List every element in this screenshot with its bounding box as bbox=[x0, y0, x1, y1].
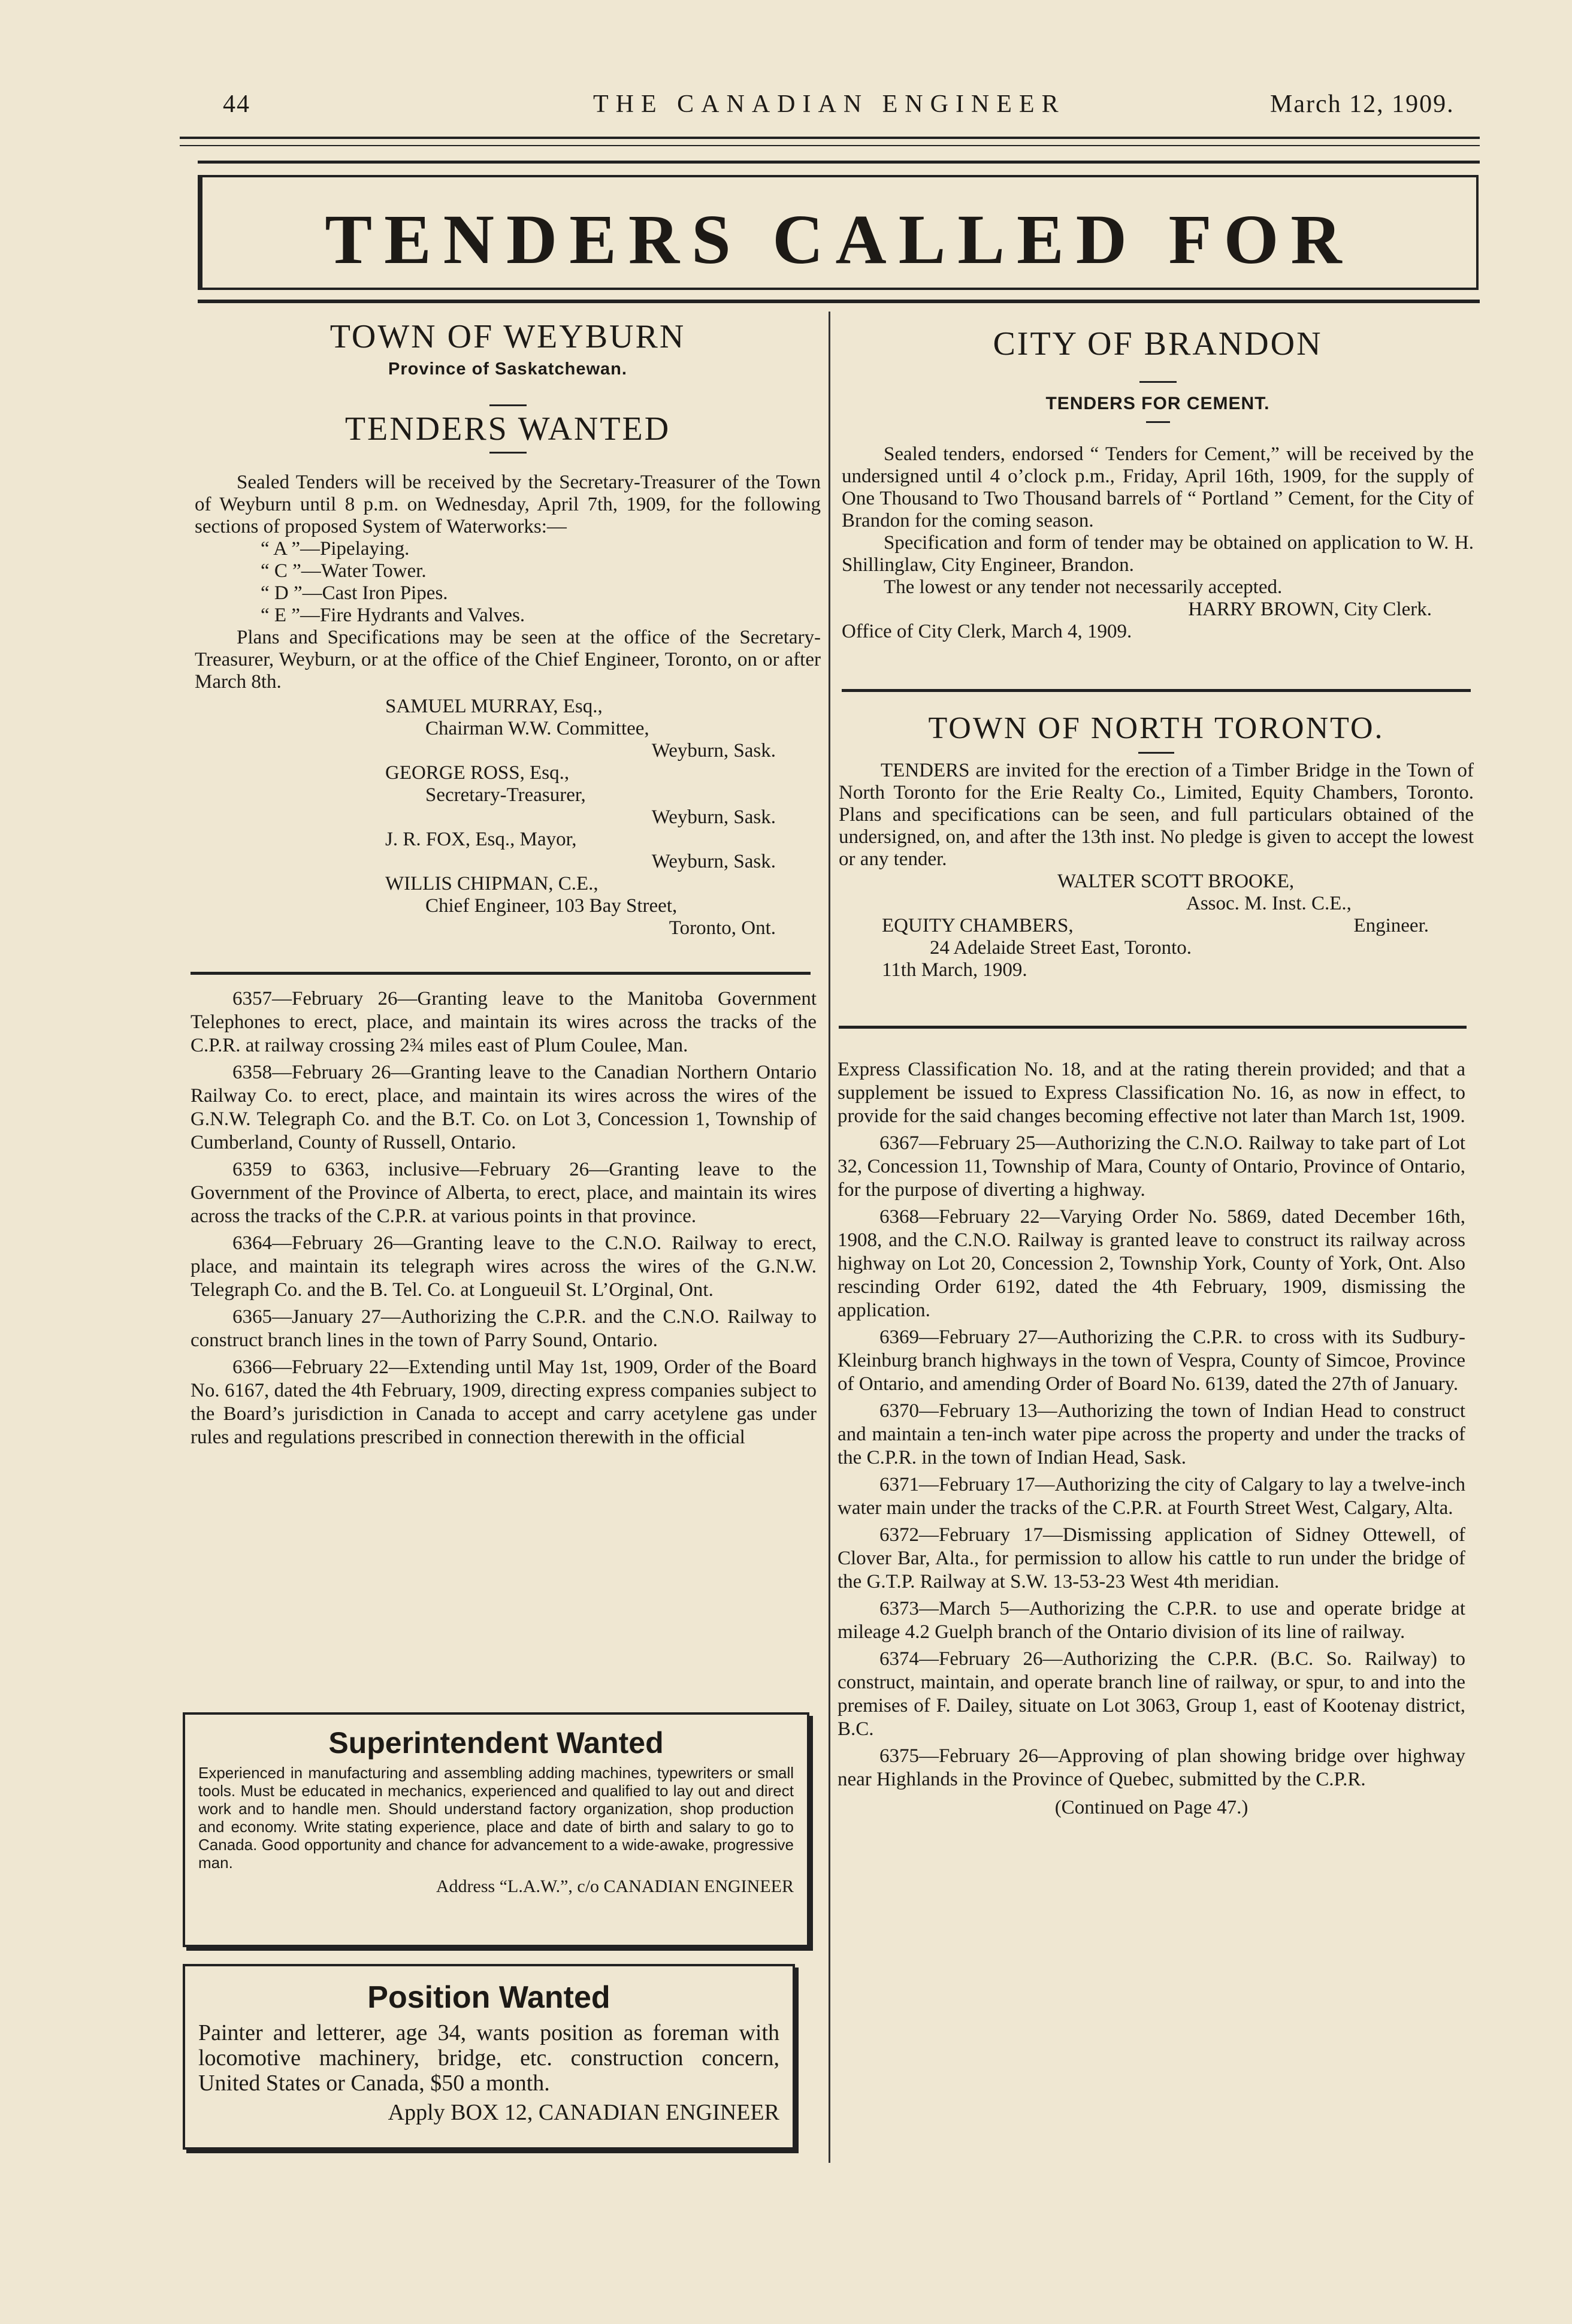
brandon-dash-2 bbox=[1146, 421, 1170, 423]
north-toronto-signer-title: Assoc. M. Inst. C.E., bbox=[1186, 893, 1352, 914]
weyburn-plans: Plans and Specifications may be seen at the office of the Secretary-Treasurer, Weyburn, or at the office of the Chief Engineer, Toronto, on or after March 8th. bbox=[195, 627, 821, 693]
order-6368: 6368—February 22—Varying Order No. 5869, dated December 16th, 1908, and the C.N.O. Railway is granted leave to construct its railway across highway on Lot 20, Concession 2, Township York, County of York, Ont. Also rescinding Order 6192, dated the 4th February, 1909, dismissing the application. bbox=[838, 1206, 1465, 1321]
header-rule-bottom bbox=[180, 145, 1480, 146]
north-toronto-signer: WALTER SCOTT BROOKE, bbox=[1057, 871, 1295, 892]
sig-ross-place: Weyburn, Sask. bbox=[651, 806, 776, 828]
journal-title: THE CANADIAN ENGINEER bbox=[593, 90, 1066, 118]
weyburn-intro: Sealed Tenders will be received by the Secretary-Treasurer of the Town of Weyburn until 8 p.m. on Wednesday, April 7th, 1909, for the following sections of proposed System of Waterworks:— bbox=[195, 472, 821, 537]
north-toronto-title: TOWN OF NORTH TORONTO. bbox=[928, 711, 1384, 745]
issue-date: March 12, 1909. bbox=[1270, 90, 1455, 118]
banner-rule-top bbox=[198, 161, 1480, 164]
orders-right bbox=[838, 1058, 1465, 1820]
weyburn-item-a: “ A ”—Pipelaying. bbox=[261, 538, 410, 560]
column-divider bbox=[829, 312, 830, 2163]
brandon-signer: HARRY BROWN, City Clerk. bbox=[1188, 599, 1432, 620]
brandon-dash bbox=[1139, 381, 1177, 383]
weyburn-notice bbox=[195, 318, 821, 939]
position-ad bbox=[183, 1964, 795, 2150]
sig-murray-name: SAMUEL MURRAY, Esq., bbox=[385, 696, 603, 717]
sig-chipman-name: WILLIS CHIPMAN, C.E., bbox=[385, 873, 598, 894]
sig-ross-name: GEORGE ROSS, Esq., bbox=[385, 762, 570, 784]
north-toronto-notice bbox=[839, 711, 1474, 981]
order-6371: 6371—February 17—Authorizing the city of Calgary to lay a twelve-inch water main under the tracks of the C.P.R. at Fourth Street West, Calgary, Alta. bbox=[838, 1474, 1465, 1519]
weyburn-item-e: “ E ”—Fire Hydrants and Valves. bbox=[261, 605, 525, 626]
position-title: Position Wanted bbox=[367, 1980, 610, 2015]
north-toronto-date: 11th March, 1909. bbox=[882, 959, 1027, 981]
superintendent-body: Experienced in manufacturing and assembling adding machines, typewriters or small tools. Must be educated in mechanics, experienced and qualified to lay out and direct work and to handle men. Should understand factory organization, shop production and economy. Write stating experience, place and date of birth and salary to go to Canada. Good opportunity and chance for advancement to a wide-awake, progressive man. bbox=[198, 1764, 794, 1872]
position-body: Painter and letterer, age 34, wants position as foreman with locomotive machinery, bridge, etc. construction concern, United States or Canada, $50 a month. bbox=[198, 2020, 779, 2096]
north-toronto-address: 24 Adelaide Street East, Toronto. bbox=[930, 937, 1192, 959]
continued-note: (Continued on Page 47.) bbox=[1054, 1797, 1248, 1818]
weyburn-end-rule bbox=[191, 972, 811, 975]
sig-fox-name: J. R. FOX, Esq., Mayor, bbox=[385, 829, 577, 850]
sig-ross-role: Secretary-Treasurer, bbox=[425, 784, 586, 806]
banner-title: TENDERS CALLED FOR bbox=[325, 200, 1354, 279]
superintendent-address: Address “L.A.W.”, c/o CANADIAN ENGINEER bbox=[436, 1876, 794, 1896]
weyburn-dash-2 bbox=[489, 452, 527, 454]
brandon-p3: The lowest or any tender not necessarily accepted. bbox=[884, 576, 1283, 598]
order-6359: 6359 to 6363, inclusive—February 26—Granting leave to the Government of the Province of Alberta, to erect, place, and maintain its wires across the tracks of the C.P.R. at various points in that province. bbox=[191, 1159, 817, 1227]
order-6375: 6375—February 26—Approving of plan showing bridge over highway near Highlands in the Province of Quebec, submitted by the C.P.R. bbox=[838, 1745, 1465, 1790]
position-apply: Apply BOX 12, CANADIAN ENGINEER bbox=[388, 2100, 779, 2125]
superintendent-title: Superintendent Wanted bbox=[328, 1726, 664, 1760]
weyburn-title: TOWN OF WEYBURN bbox=[329, 318, 686, 355]
sig-chipman-place: Toronto, Ont. bbox=[669, 917, 776, 939]
weyburn-province: Province of Saskatchewan. bbox=[388, 359, 627, 379]
page-number: 44 bbox=[223, 90, 250, 118]
north-toronto-dash bbox=[1138, 752, 1174, 754]
brandon-p2: Specification and form of tender may be obtained on application to W. H. Shillinglaw, City Engineer, Brandon. bbox=[842, 532, 1474, 576]
order-6370: 6370—February 13—Authorizing the town of Indian Head to construct and maintain a ten-inch water pipe across the property and under the tracks of the C.P.R. in the town of Indian Head, Sask. bbox=[838, 1400, 1465, 1468]
banner-rule-bottom bbox=[198, 300, 1480, 303]
sig-chipman-role: Chief Engineer, 103 Bay Street, bbox=[425, 895, 678, 917]
weyburn-dash bbox=[489, 404, 527, 406]
north-toronto-body: TENDERS are invited for the erection of a Timber Bridge in the Town of North Toronto for the Erie Realty Co., Limited, Equity Chambers, Toronto. Plans and specifications can be seen, and full particulars obtained of the undersigned, on, and after the 13th inst. No pledge is given to accept the lowest or any tender. bbox=[839, 760, 1474, 870]
sig-murray-place: Weyburn, Sask. bbox=[651, 740, 776, 761]
order-6372: 6372—February 17—Dismissing application of Sidney Ottewell, of Clover Bar, Alta., for permission to allow his cattle to run under the bridge of the G.T.P. Railway at S.W. 13-53-23 West 4th meridian. bbox=[838, 1524, 1465, 1592]
orders-left bbox=[191, 987, 817, 1449]
order-6358: 6358—February 26—Granting leave to the Canadian Northern Ontario Railway Co. to erect, place, and maintain its wires across the wires of the G.N.W. Telegraph Co. and the B.T. Co. on Lot 3, Concession 1, Township of Cumberland, County of Russell, Ontario. bbox=[191, 1062, 817, 1153]
brandon-p1: Sealed tenders, endorsed “ Tenders for Cement,” will be received by the undersigned until 4 o’clock p.m., Friday, April 16th, 1909, for the supply of One Thousand to Two Thousand barrels of “ Portland ” Cement, for the City of Brandon for the coming season. bbox=[842, 443, 1474, 531]
weyburn-item-d: “ D ”—Cast Iron Pipes. bbox=[261, 582, 448, 604]
brandon-title: CITY OF BRANDON bbox=[993, 325, 1323, 362]
weyburn-signatures bbox=[195, 696, 821, 939]
brandon-subtitle: TENDERS FOR CEMENT. bbox=[1045, 394, 1270, 413]
order-6357: 6357—February 26—Granting leave to the Manitoba Government Telephones to erect, place, and maintain its wires across the tracks of the C.P.R. at railway crossing 2¾ miles east of Plum Coulee, Man. bbox=[191, 988, 817, 1056]
sig-murray-role: Chairman W.W. Committee, bbox=[425, 718, 649, 739]
header-rule-top bbox=[180, 137, 1480, 139]
order-6373: 6373—March 5—Authorizing the C.P.R. to use and operate bridge at mileage 4.2 Guelph branch of the Ontario division of its line of railway. bbox=[838, 1598, 1465, 1643]
order-6367: 6367—February 25—Authorizing the C.N.O. Railway to take part of Lot 32, Concession 11, Township of Mara, County of Ontario, Province of Ontario, for the purpose of diverting a highway. bbox=[838, 1132, 1465, 1201]
order-6369: 6369—February 27—Authorizing the C.P.R. to cross with its Sudbury-Kleinburg branch highways in the town of Vespra, County of Simcoe, Province of Ontario, and amending Order of Board No. 6139, dated the 27th of January. bbox=[838, 1326, 1465, 1395]
weyburn-subtitle: TENDERS WANTED bbox=[344, 410, 671, 448]
weyburn-item-c: “ C ”—Water Tower. bbox=[261, 560, 427, 582]
order-6364: 6364—February 26—Granting leave to the C.N.O. Railway to erect, place, and maintain its telegraph wires across the wires of the G.N.W. Telegraph Co. and the B. Tel. Co. at Longueuil St. L’Orginal, Ont. bbox=[191, 1232, 817, 1301]
section-banner bbox=[198, 175, 1479, 290]
north-toronto-end-rule bbox=[839, 1026, 1467, 1029]
superintendent-ad bbox=[183, 1712, 809, 1947]
order-6374: 6374—February 26—Authorizing the C.P.R. (B.C. So. Railway) to construct, maintain, and operate branch line of railway, or spur, to and into the premises of F. Dailey, situate on Lot 3063, Group 1, east of Kootenay district, B.C. bbox=[838, 1648, 1465, 1740]
brandon-office: Office of City Clerk, March 4, 1909. bbox=[842, 621, 1132, 642]
brandon-notice bbox=[842, 325, 1474, 643]
north-toronto-engineer: Engineer. bbox=[1353, 915, 1429, 936]
north-toronto-chambers: EQUITY CHAMBERS, bbox=[882, 915, 1074, 936]
order-continued-top: Express Classification No. 18, and at the rating therein provided; and that a supplement be issued to Express Classification No. 16, as now in effect, to provide for the said changes becoming effective not later than March 1st, 1909. bbox=[838, 1059, 1465, 1127]
order-6366: 6366—February 22—Extending until May 1st, 1909, Order of the Board No. 6167, dated the 4th February, 1909, directing express companies subject to the Board’s jurisdiction in Canada to accept and carry acetylene gas under rules and regulations prescribed in connection therewith in the official bbox=[191, 1356, 817, 1448]
sig-fox-place: Weyburn, Sask. bbox=[651, 851, 776, 872]
brandon-end-rule bbox=[842, 689, 1471, 692]
order-6365: 6365—January 27—Authorizing the C.P.R. and the C.N.O. Railway to construct branch lines in the town of Parry Sound, Ontario. bbox=[191, 1306, 817, 1351]
